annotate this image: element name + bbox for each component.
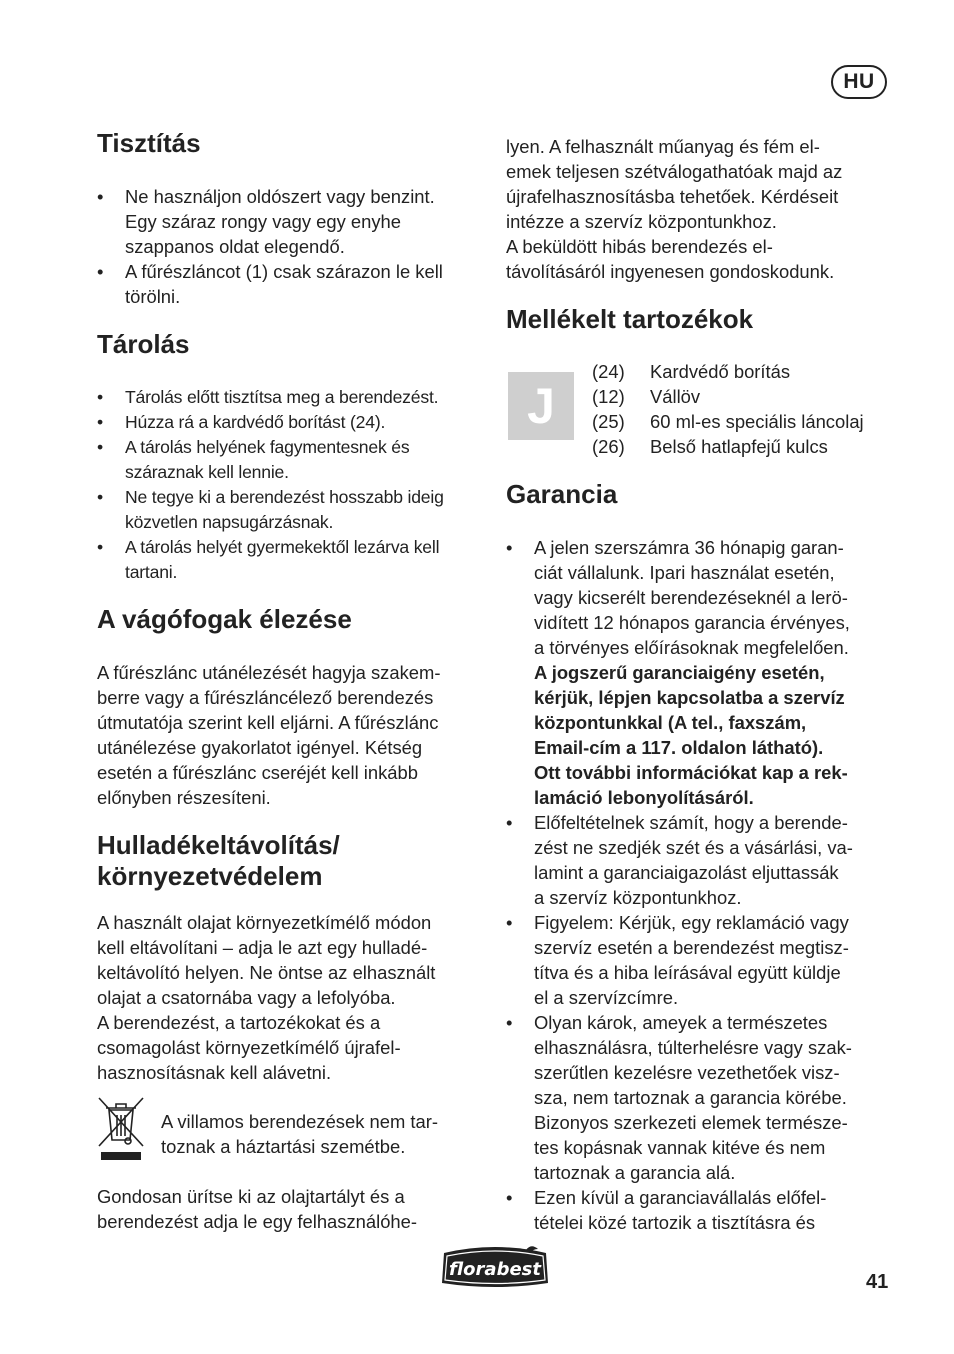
- bullet-line: Ne használjon oldószert vagy benzint.: [125, 186, 435, 207]
- text-line: emek teljesen szétválogathatóak majd az: [506, 161, 843, 182]
- bullet-line: tételei közé tartozik a tisztításra és: [534, 1212, 816, 1233]
- bullet-line: törölni.: [125, 286, 181, 307]
- bullet-line: Egy száraz rongy vagy egy enyhe: [125, 211, 402, 232]
- text-line: A beküldött hibás berendezés el-: [506, 236, 773, 257]
- heading-line: környezetvédelem: [97, 861, 323, 891]
- text-line: A fűrészlánc utánélezését hagyja szakem-: [97, 662, 441, 683]
- accessory-number: (25): [592, 411, 625, 432]
- bullet-line: A fűrészláncot (1) csak szárazon le kell: [125, 261, 443, 282]
- bullet-line: zést ne szedjék szét és a vásárlási, va-: [534, 837, 853, 858]
- bullet-line: Ezen kívül a garanciavállalás előfel-: [534, 1187, 827, 1208]
- paragraph-oil-tank: [97, 1184, 417, 1234]
- text-line: lyen. A felhasznált műanyag és fém el-: [506, 136, 820, 157]
- text-line: előnyben részesíteni.: [97, 787, 271, 808]
- accessory-name: 60 ml-es speciális láncolaj: [650, 411, 864, 432]
- florabest-logo: [438, 1245, 552, 1289]
- bullet-line: Előfeltételnek számít, hogy a berende-: [534, 812, 848, 833]
- bullet-line: vagy kicserélt berendezéseknél a lerö-: [534, 587, 848, 608]
- bullet-line: títva és a hiba leírásával együtt küldje: [534, 962, 841, 983]
- bullet-line: lamint a garanciaigazolást eljuttassák: [534, 862, 839, 883]
- text-line: berendezést adja le egy felhasználóhe-: [97, 1211, 418, 1232]
- bullet-line: sza, nem tartoznak a garancia körébe.: [534, 1087, 847, 1108]
- bullet-line-bold: kérjük, lépjen kapcsolatba a szervíz: [534, 687, 845, 708]
- bullet-line: tartani.: [125, 562, 178, 582]
- accessory-name: Kardvédő borítás: [650, 361, 791, 382]
- accessory-number: (12): [592, 386, 625, 407]
- text-line: újrafelhasznosításba tehetőek. Kérdéseit: [506, 186, 839, 207]
- weee-note: [161, 1109, 438, 1159]
- text-line: útmutatója szerint kell eljárni. A fűrészlánc: [97, 712, 439, 733]
- figure-letter-box: J: [508, 372, 574, 440]
- language-badge: HU: [831, 65, 887, 99]
- text-line: csomagolást környezetkímélő újrafel-: [97, 1037, 401, 1058]
- bullet-line-bold: Ott további információkat kap a rek-: [534, 762, 848, 783]
- heading-cleaning: Tisztítás: [97, 128, 201, 158]
- weee-bin-icon: [97, 1096, 145, 1162]
- heading-disposal: [97, 830, 340, 892]
- accessory-number: (26): [592, 436, 625, 457]
- text-line: toznak a háztartási szemétbe.: [161, 1136, 406, 1157]
- bullet-line: száraznak kell lennie.: [125, 462, 289, 482]
- bullet-line: tes kopásnak vannak kitéve és nem: [534, 1137, 826, 1158]
- accessory-name: Belső hatlapfejű kulcs: [650, 436, 828, 457]
- text-line: A használt olajat környezetkímélő módon: [97, 912, 432, 933]
- text-line: A villamos berendezések nem tar-: [161, 1111, 439, 1132]
- bullet-line: közvetlen napsugárzásnak.: [125, 512, 334, 532]
- bullet-line: Bizonyos szerkezeti elemek természe-: [534, 1112, 848, 1133]
- accessory-number: (24): [592, 361, 625, 382]
- heading-line: Hulladékeltávolítás/: [97, 830, 340, 860]
- bullet-line-bold: A jogszerű garanciaigény esetén,: [534, 662, 825, 683]
- bullet-line: A tárolás helyét gyermekektől lezárva kell: [125, 537, 440, 557]
- text-line: utánélezése gyakorlatot igényel. Kétség: [97, 737, 423, 758]
- text-line: berre vagy a fűrészláncélező berendezés: [97, 687, 434, 708]
- bullet-line: szervíz esetén a berendezést megtisz-: [534, 937, 849, 958]
- bullet-line: Ne tegye ki a berendezést hosszabb ideig: [125, 487, 444, 507]
- text-line: keltávolító helyen. Ne öntse az elhasznált: [97, 962, 436, 983]
- text-line: intézze a szervíz központunkhoz.: [506, 211, 777, 232]
- bullet-line: elhasználásra, túlterhelésre vagy szak-: [534, 1037, 852, 1058]
- heading-accessories: Mellékelt tartozékok: [506, 304, 754, 334]
- text-line: A berendezést, a tartozékokat és a: [97, 1012, 381, 1033]
- bullet-line: Figyelem: Kérjük, egy reklamáció vagy: [534, 912, 849, 933]
- text-line: esetén a fűrészlánc cseréjét kell inkább: [97, 762, 418, 783]
- heading-storage: Tárolás: [97, 329, 190, 359]
- bullet-line: el a szervízcímre.: [534, 987, 679, 1008]
- text-line: távolításáról ingyenesen gondoskodunk.: [506, 261, 835, 282]
- bullet-line: A tárolás helyének fagymentesnek és: [125, 437, 410, 457]
- text-line: kell eltávolítani – adja le azt egy hulladé-: [97, 937, 428, 958]
- bullet-line: szappanos oldat elegendő.: [125, 236, 345, 257]
- paragraph-sharpening: [97, 660, 440, 810]
- bullet-line: Olyan károk, ameyek a természetes: [534, 1012, 828, 1033]
- bullet-line-bold: központunkkal (A tel., faxszám,: [534, 712, 807, 733]
- bullet-line: szerűtlen kezelésre vezethetőek visz-: [534, 1062, 840, 1083]
- heading-sharpening: A vágófogak élezése: [97, 604, 352, 634]
- paragraph-continued: [506, 134, 842, 284]
- bullet-line: a szervíz központunkhoz.: [534, 887, 742, 908]
- bullet-line: a törvényes előírásoknak megfelelően.: [534, 637, 849, 658]
- bullet-line: Húzza rá a kardvédő borítást (24).: [125, 412, 386, 432]
- bullet-line: A jelen szerszámra 36 hónapig garan-: [534, 537, 844, 558]
- text-line: Gondosan ürítse ki az olajtartályt és a: [97, 1186, 405, 1207]
- bullet-line: Tárolás előtt tisztítsa meg a berendezést.: [125, 387, 439, 407]
- accessory-name: Vállöv: [650, 386, 701, 407]
- bullet-line-bold: Email-cím a 117. oldalon látható).: [534, 737, 824, 758]
- heading-warranty: Garancia: [506, 479, 618, 509]
- page-number: 41: [866, 1271, 889, 1293]
- bullet-line: tartoznak a garancia alá.: [534, 1162, 736, 1183]
- bullet-line: ciát vállalunk. Ipari használat esetén,: [534, 562, 835, 583]
- logo-wordmark: florabest: [449, 1259, 541, 1280]
- paragraph-disposal: [97, 910, 435, 1085]
- text-line: hasznosításnak kell alávetni.: [97, 1062, 332, 1083]
- bullet-line: vidített 12 hónapos garancia érvényes,: [534, 612, 850, 633]
- bullet-line-bold: lamáció lebonyolításáról.: [534, 787, 754, 808]
- text-line: olajat a csatornába vagy a lefolyóba.: [97, 987, 396, 1008]
